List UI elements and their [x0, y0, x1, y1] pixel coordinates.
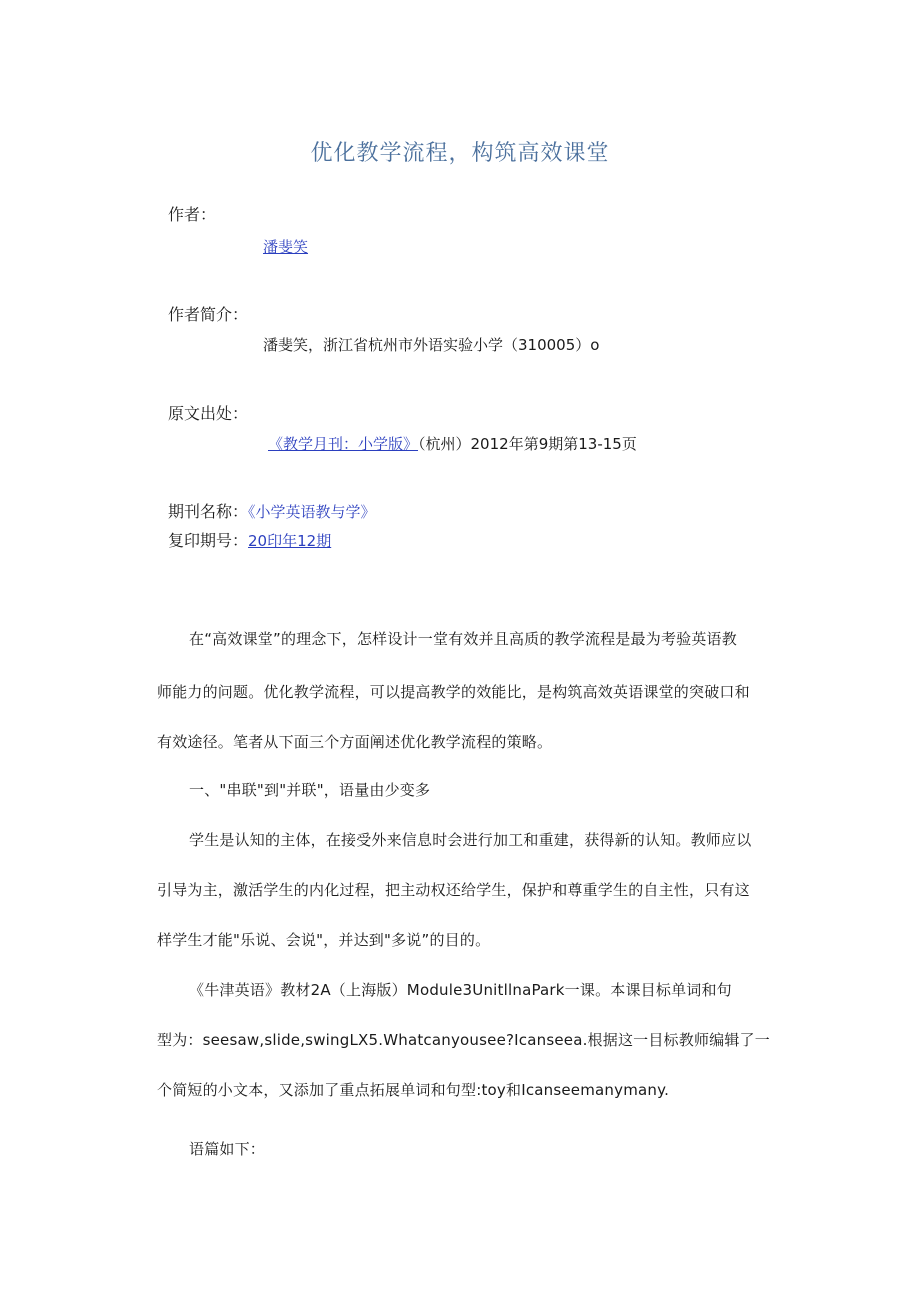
paragraph-line: 语篇如下： [189, 1140, 266, 1158]
source-rest: （杭州）2012年第9期第13-15页 [418, 435, 637, 453]
journal-label: 期刊名称： [168, 502, 249, 521]
paragraph-line: 有效途径。笔者从下面三个方面阐述优化教学流程的策略。 [157, 733, 553, 751]
author-name-link[interactable]: 潘斐笑 [263, 238, 309, 256]
bio-text: 潘斐笑，浙江省杭州市外语实验小学（310005）o [263, 336, 600, 354]
source-label: 原文出处： [168, 404, 249, 423]
source-line [268, 433, 637, 454]
paragraph-line: 《牛津英语》教材2A（上海版）Module3UnitllnaPark一课。本课目标单词和句 [189, 981, 732, 999]
section-heading: 一、"串联"到"并联"，语量由少变多 [189, 781, 431, 799]
paragraph-line: 学生是认知的主体，在接受外来信息时会进行加工和重建，获得新的认知。教师应以 [189, 831, 752, 849]
paragraph-line: 样学生才能"乐说、会说"，并达到"多说”的目的。 [157, 931, 491, 949]
author-label: 作者： [168, 205, 217, 224]
paragraph-line: 引导为主，激活学生的内化过程，把主动权还给学生，保护和尊重学生的自主性，只有这 [157, 881, 750, 899]
reprint-link[interactable]: 20印年12期 [248, 532, 332, 550]
reprint-row [168, 528, 331, 551]
journal-link[interactable]: 《小学英语教与学》 [248, 503, 376, 521]
reprint-label: 复印期号： [168, 531, 249, 550]
paragraph-line: 型为：seesaw,slide,swingLX5.Whatcanyousee?Icanseea.根据这一目标教师编辑了一 [157, 1031, 770, 1049]
paragraph-line: 在“高效课堂”的理念下，怎样设计一堂有效并且高质的教学流程是最为考验英语教 [189, 630, 737, 648]
paragraph-line: 个简短的小文本，又添加了重点拓展单词和句型:toy和Icanseemanymany. [157, 1081, 670, 1099]
bio-label: 作者简介： [168, 305, 249, 324]
source-link[interactable]: 《教学月刊：小学版》 [268, 435, 419, 453]
page-title: 优化教学流程，构筑高效课堂 [310, 141, 610, 166]
paragraph-line: 师能力的问题。优化教学流程，可以提高教学的效能比，是构筑高效英语课堂的突破口和 [157, 683, 750, 701]
journal-row [168, 499, 376, 522]
